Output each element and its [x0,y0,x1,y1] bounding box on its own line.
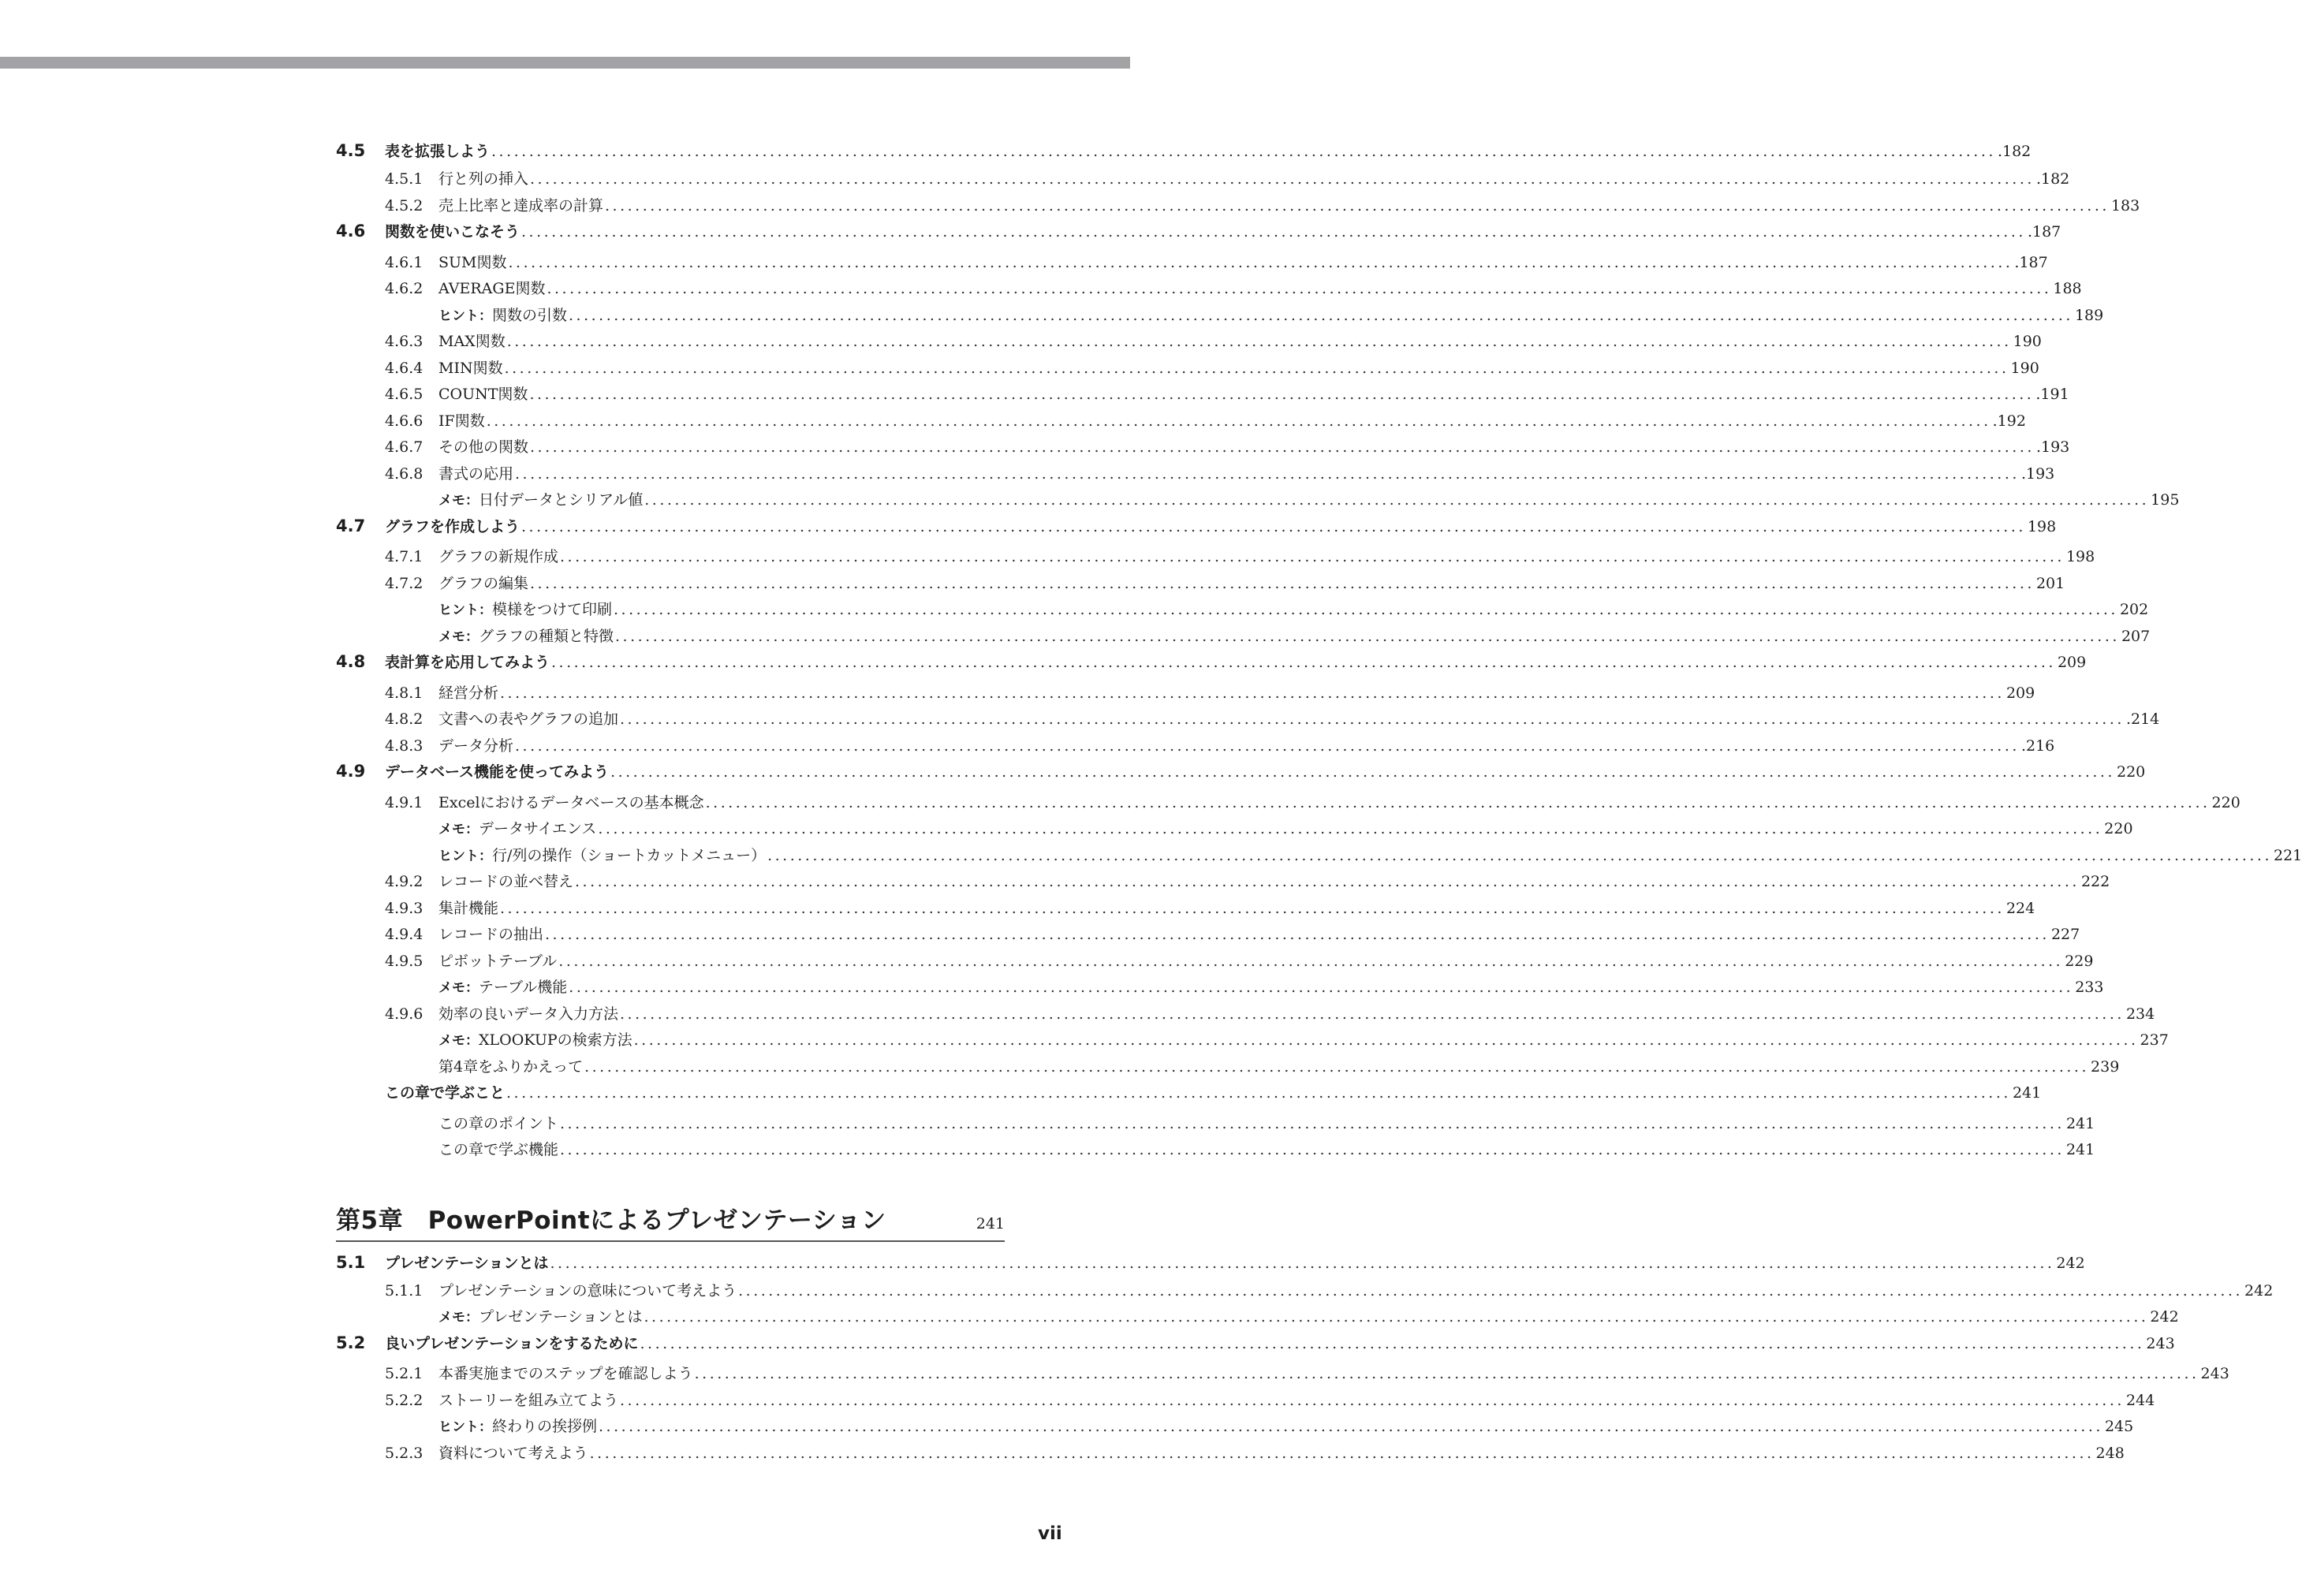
toc-entry [336,975,2104,1002]
entry-title: 集計機能 [438,899,499,917]
dot-leader: ........................................................................................................................................................................................................ [529,386,2035,403]
toc-entry [336,1332,2175,1363]
entry-number: 4.6.3 [385,333,423,350]
dot-leader: ........................................................................................................................................................................................................ [506,1084,2011,1102]
toc-entry [336,409,2026,436]
toc-entry [336,791,2240,818]
toc-entry [336,515,2057,546]
entry-number: 4.8 [336,652,366,671]
toc-entry [336,923,2080,949]
entry-page: 220 [2211,793,2240,811]
entry-title: グラフの新規作成 [438,548,559,565]
entry-title: MAX関数 [438,333,506,350]
entry-title: AVERAGE関数 [438,280,546,297]
entry-title: プレゼンテーションの意味について考えよう [438,1281,737,1300]
dot-leader: ........................................................................................................................................................................................................ [547,280,2052,297]
entry-page: 239 [2091,1057,2120,1076]
toc-entry [336,1389,2155,1415]
entry-title: データ分析 [438,736,514,755]
entry-number: 4.8.1 [385,684,423,702]
dot-leader: ........................................................................................................................................................................................................ [620,710,2125,728]
toc-entry [336,462,2055,489]
toc-entry [336,1081,2042,1112]
entry-title: この章で学ぶこと [385,1084,506,1102]
entry-page: 243 [2200,1365,2229,1382]
dot-leader: ........................................................................................................................................................................................................ [584,1057,2090,1076]
chapter-5-heading [336,1196,1005,1242]
dot-leader: ........................................................................................................................................................................................................ [644,491,2150,509]
entry-page: 237 [2140,1031,2169,1049]
toc-entry [336,1028,2169,1055]
entry-title: 終わりの挨拶例 [492,1418,598,1435]
entry-title: 第4章をふりかえって [438,1057,584,1076]
entry-title: この章のポイント [438,1114,559,1132]
entry-page: .193 [2020,464,2055,483]
entry-title: 売上比率と達成率の計算 [438,196,604,214]
toc-entry [336,760,2146,791]
dot-leader: ........................................................................................................................................................................................................ [598,820,2103,837]
entry-page: 241 [2065,1114,2095,1132]
entry-page: 234 [2125,1005,2155,1023]
entry-number: 4.9.6 [385,1005,423,1023]
entry-number: 4.6.6 [385,412,423,430]
entry-page: 244 [2125,1391,2155,1409]
dot-leader: ........................................................................................................................................................................................................ [599,1418,2103,1435]
dot-leader: ........................................................................................................................................................................................................ [738,1281,2244,1300]
entry-number: 4.7.1 [385,548,423,565]
toc-entry [336,1305,2179,1332]
entry-title: 文書への表やグラフの追加 [438,710,619,728]
entry-title: SUM関数 [438,253,507,271]
entry-number: 5.2.3 [385,1444,423,1462]
toc-entry [336,572,2065,598]
toc-entry [336,356,2039,383]
entry-title: Excelにおけるデータベースの基本概念 [438,793,704,811]
dot-leader: ........................................................................................................................................................................................................ [605,196,2110,214]
dot-leader: ........................................................................................................................................................................................................ [694,1365,2199,1382]
entry-number: 5.2.2 [385,1391,423,1409]
entry-page: 224 [2005,899,2035,917]
dot-leader: ........................................................................................................................................................................................................ [615,627,2120,645]
entry-number: 5.2 [336,1333,366,1352]
entry-number: 5.2.1 [385,1365,423,1382]
entry-title: 表計算を応用してみよう [385,654,550,671]
entry-number: 4.6.7 [385,438,423,456]
dot-leader: ........................................................................................................................................................................................................ [620,1005,2125,1023]
entry-page: .191 [2035,386,2069,403]
entry-number: 4.5.1 [385,170,423,188]
toc-entry [336,251,2048,278]
entry-number: 4.9.5 [385,952,423,970]
entry-page: .193 [2035,438,2070,456]
dot-leader: ........................................................................................................................................................................................................ [633,1031,2139,1049]
entry-page: 198 [2027,517,2057,535]
dot-leader: ........................................................................................................................................................................................................ [508,253,2013,271]
entry-title: 表を拡張しよう [385,143,491,160]
entry-title: 行と列の挿入 [438,170,529,188]
toc-entry [336,304,2104,330]
toc-entry [336,277,2082,304]
chapter-page: 241 [976,1214,1005,1232]
chapter-5-entries [336,1251,2274,1468]
entry-title: レコードの抽出 [438,926,544,943]
entry-title: データサイエンス [479,820,597,837]
entry-page: 189 [2074,306,2104,324]
entry-number: 4.6.1 [385,253,423,271]
dot-leader: ........................................................................................................................................................................................................ [569,306,2073,324]
dot-leader: ........................................................................................................................................................................................................ [486,412,1991,430]
entry-page: 245 [2104,1418,2134,1435]
entry-page: .216 [2020,736,2055,755]
entry-page: 227 [2050,926,2080,943]
toc-entry [336,949,2094,976]
entry-title: ストーリーを組み立てよう [438,1391,619,1409]
dot-leader: ........................................................................................................................................................................................................ [560,1141,2065,1158]
entry-title: 資料について考えよう [438,1444,588,1462]
entry-page: 243 [2146,1334,2175,1352]
entry-title: MIN関数 [438,359,503,377]
dot-leader: ........................................................................................................................................................................................................ [500,684,2005,702]
entry-page: 242 [2150,1308,2179,1326]
toc-entry [336,870,2110,897]
entry-title: 効率の良いデータ入力方法 [438,1005,619,1023]
toc-entry [336,625,2151,651]
entry-title: グラフの編集 [438,574,529,592]
entry-page: 242 [2056,1254,2085,1272]
entry-page: .192 [1992,412,2026,430]
entry-title: 本番実施までのステップを確認しよう [438,1365,693,1382]
dot-leader: ........................................................................................................................................................................................................ [610,763,2115,781]
toc-entry [336,707,2160,734]
entry-number: 5.1.1 [385,1281,423,1300]
dot-leader: ........................................................................................................................................................................................................ [575,873,2080,890]
toc-entry [336,140,2032,167]
toc-entry [336,844,2302,871]
entry-tag: メモ： [438,628,479,645]
entry-page: 190 [2010,359,2039,377]
entry-number: 4.9.1 [385,793,423,811]
entry-title: プレゼンテーションとは [385,1254,549,1272]
entry-number: 4.6.8 [385,464,423,483]
entry-number: 4.7 [336,516,366,535]
dot-leader: ........................................................................................................................................................................................................ [504,359,2009,377]
table-of-contents [336,140,2302,1467]
entry-title: 書式の応用 [438,464,514,483]
entry-page: 201 [2035,574,2065,592]
entry-title: 日付データとシリアル値 [479,491,644,509]
entry-number: 4.6.2 [385,280,423,297]
toc-entry [336,488,2180,515]
toc-entry [336,545,2095,572]
entry-title: 関数を使いこなそう [385,223,520,241]
toc-entry [336,734,2055,761]
dot-leader: ........................................................................................................................................................................................................ [560,1114,2065,1132]
dot-leader: ........................................................................................................................................................................................................ [515,736,2020,755]
chapter-4-entries [336,140,2302,1165]
dot-leader: ........................................................................................................................................................................................................ [614,601,2118,618]
entry-page: 183 [2110,196,2140,214]
page-number: vii [1038,1523,1062,1544]
toc-entry [336,330,2042,356]
entry-title: グラフを作成しよう [385,517,520,535]
dot-leader: ........................................................................................................................................................................................................ [620,1391,2125,1409]
toc-entry [336,382,2069,409]
entry-title: グラフの種類と特徴 [479,627,614,645]
entry-title: その他の関数 [438,438,529,456]
dot-leader: ........................................................................................................................................................................................................ [640,1334,2145,1352]
entry-number: 4.9.2 [385,873,423,890]
entry-title: この章で学ぶ機能 [438,1141,559,1158]
entry-page: 248 [2095,1444,2125,1462]
entry-page: 209 [2005,684,2035,702]
entry-page: .214 [2125,710,2160,728]
toc-entry [336,1055,2120,1082]
entry-title: データベース機能を使ってみよう [385,763,610,781]
entry-number: 4.7.2 [385,574,423,592]
header-bar [0,57,1130,69]
toc-entry [336,598,2149,625]
dot-leader: ........................................................................................................................................................................................................ [521,223,2026,241]
entry-tag: メモ： [438,822,479,837]
entry-number: 4.9.3 [385,899,423,917]
entry-title: ピボットテーブル [438,952,558,970]
entry-number: 4.6 [336,222,366,241]
dot-leader: ........................................................................................................................................................................................................ [569,979,2074,996]
dot-leader: ........................................................................................................................................................................................................ [705,793,2211,811]
entry-number: 5.1 [336,1252,366,1272]
entry-number: 4.5.2 [385,196,423,214]
entry-page: 220 [2116,763,2146,781]
dot-leader: ........................................................................................................................................................................................................ [644,1308,2149,1326]
toc-entry [336,681,2035,708]
toc-entry [336,1362,2229,1389]
entry-title: 経営分析 [438,684,499,702]
dot-leader: ........................................................................................................................................................................................................ [500,899,2005,917]
entry-page: .187 [2027,223,2061,241]
dot-leader: ........................................................................................................................................................................................................ [530,574,2035,592]
dot-leader: ........................................................................................................................................................................................................ [530,438,2035,456]
entry-tag: メモ： [438,1033,479,1049]
entry-number: 4.6.5 [385,386,423,403]
dot-leader: ........................................................................................................................................................................................................ [545,926,2050,943]
entry-number: 4.9 [336,762,366,781]
toc-entry [336,817,2133,844]
toc-entry [336,1002,2155,1029]
dot-leader: ........................................................................................................................................................................................................ [491,143,1996,160]
entry-page: .182 [2035,170,2070,188]
entry-title: XLOOKUPの検索方法 [479,1031,632,1049]
entry-number: 4.9.4 [385,926,423,943]
toc-entry [336,1441,2125,1468]
entry-title: レコードの並べ替え [438,873,574,890]
dot-leader: ........................................................................................................................................................................................................ [530,170,2035,188]
toc-entry [336,220,2061,251]
toc-entry [336,897,2035,923]
dot-leader: ........................................................................................................................................................................................................ [550,1254,2055,1272]
entry-page: 190 [2013,333,2042,350]
entry-page: 241 [2012,1084,2042,1102]
dot-leader: ........................................................................................................................................................................................................ [551,654,2056,671]
entry-page: 202 [2119,601,2149,618]
entry-title: 行/列の操作（ショートカットメニュー） [492,846,767,864]
dot-leader: ........................................................................................................................................................................................................ [767,846,2272,864]
entry-page: 207 [2121,627,2151,645]
entry-page: 209 [2057,654,2087,671]
dot-leader: ........................................................................................................................................................................................................ [560,548,2065,565]
chapter-title: 第5章 PowerPointによるプレゼンテーション [336,1206,886,1235]
dot-leader: ........................................................................................................................................................................................................ [558,952,2064,970]
entry-page: 198 [2065,548,2095,565]
toc-entry [336,1138,2095,1165]
entry-number: 4.8.3 [385,736,423,755]
dot-leader: ........................................................................................................................................................................................................ [521,517,2026,535]
entry-page: 233 [2075,979,2104,996]
entry-page: 229 [2065,952,2094,970]
entry-number: 4.6.4 [385,359,423,377]
entry-tag: ヒント： [438,848,492,864]
entry-title: 関数の引数 [492,306,568,324]
entry-title: 模様をつけて印刷 [492,601,613,618]
entry-tag: メモ： [438,493,479,509]
entry-title: プレゼンテーションとは [479,1308,643,1326]
entry-title: COUNT関数 [438,386,528,403]
entry-page: 242 [2244,1281,2274,1300]
toc-entry [336,194,2140,221]
entry-tag: メモ： [438,980,479,996]
toc-entry [336,1251,2085,1279]
entry-page: 220 [2104,820,2133,837]
entry-page: 222 [2080,873,2110,890]
entry-page: .187 [2014,253,2048,271]
toc-entry [336,1415,2134,1441]
entry-tag: ヒント： [438,602,492,618]
entry-number: 4.8.2 [385,710,423,728]
entry-page: .182 [1997,143,2032,160]
toc-entry [336,651,2087,681]
entry-page: 188 [2053,280,2082,297]
toc-entry [336,1279,2274,1306]
entry-tag: メモ： [438,1310,479,1326]
entry-title: テーブル機能 [479,979,568,996]
dot-leader: ........................................................................................................................................................................................................ [589,1444,2095,1462]
toc-entry [336,1112,2095,1139]
entry-page: 221 [2274,846,2302,864]
entry-page: 241 [2065,1141,2095,1158]
dot-leader: ........................................................................................................................................................................................................ [515,464,2020,483]
entry-tag: ヒント： [438,308,492,324]
entry-title: 良いプレゼンテーションをするために [385,1334,639,1352]
dot-leader: ........................................................................................................................................................................................................ [506,333,2012,350]
entry-title: IF関数 [438,412,485,430]
entry-tag: ヒント： [438,1419,492,1435]
toc-entry [336,167,2070,194]
toc-entry [336,435,2070,462]
entry-page: 195 [2151,491,2180,509]
entry-number: 4.5 [336,141,366,160]
